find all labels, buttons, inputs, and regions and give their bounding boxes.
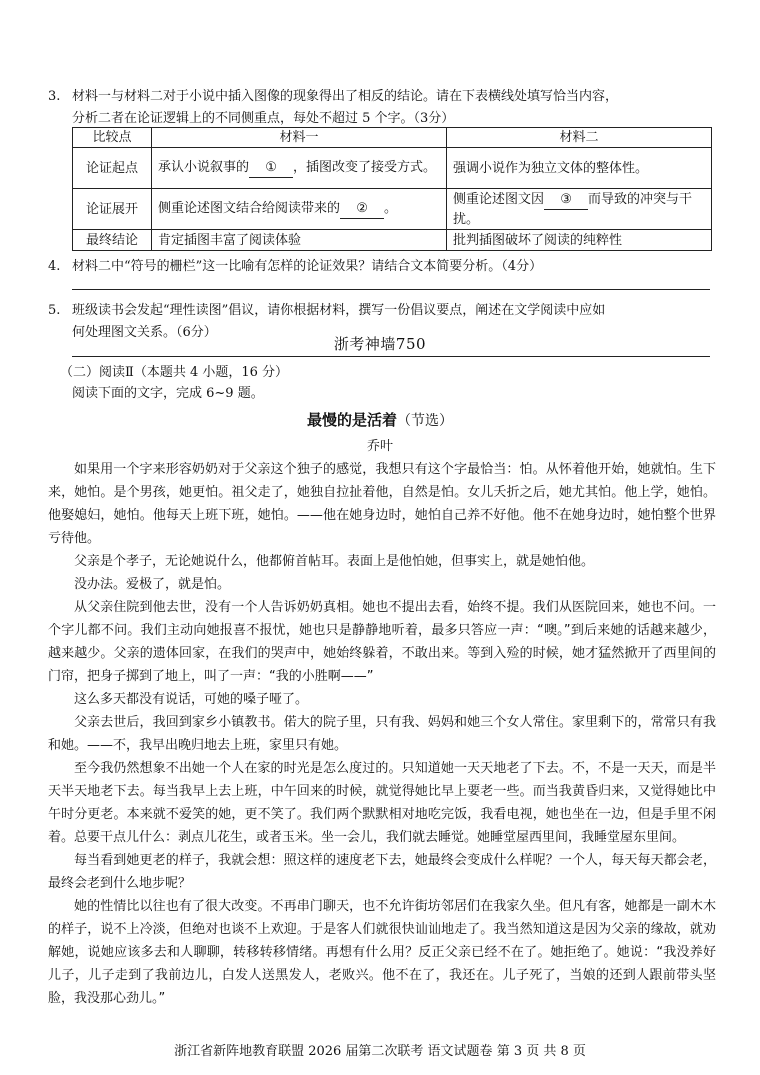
paragraph: 父亲去世后，我回到家乡小镇教书。偌大的院子里，只有我、妈妈和她三个女人常住。家里剩下的，常常只有我和她。——不，我早出晚归地去上班，家里只有她。 (48, 715, 716, 753)
table-header-row (73, 128, 712, 148)
material2-cell (447, 148, 712, 189)
cell-text: 承认小说叙事的 (158, 160, 250, 175)
row-label: 论证起点 (73, 148, 152, 189)
column-header: 材料二 (447, 128, 712, 148)
row-label: 论证展开 (73, 189, 152, 230)
question-number: 3. (48, 89, 61, 104)
material2-cell: 批判插图破坏了阅读的纯粹性 (447, 230, 712, 251)
cell-text: 。 (384, 201, 398, 216)
article-title (0, 409, 760, 430)
cell-text: 而导致的冲突与干扰。 (453, 191, 693, 227)
cell-text: 侧重论述图文因 (453, 191, 545, 207)
answer-line[interactable] (72, 289, 710, 290)
section-instruction: 阅读下面的文字，完成 6~9 题。 (72, 386, 264, 401)
row-label: 最终结论 (73, 230, 152, 251)
column-header: 材料一 (152, 128, 447, 148)
cell-text: 侧重论述图文结合给阅读带来的 (158, 201, 341, 216)
comparison-table (72, 127, 712, 251)
paragraph: 如果用一个字来形容奶奶对于父亲这个独子的感觉，我想只有这个字最恰当：怕。从怀着他开始，她就怕。生下来，她怕。是个男孩，她更怕。祖父走了，她独自拉扯着他，自然是怕。女儿夭折之后，她尤其怕。他上学，她怕。他娶媳妇，她怕。他每天上班下班，她怕。——他在她身边时，她怕自己养不好他。他不在她身边时，她怕整个世界亏待他。 (48, 462, 716, 546)
question-text: 材料一与材料二对于小说中插入图像的现象得出了相反的结论。请在下表横线处填写恰当内容， (72, 89, 619, 104)
section-heading: （二）阅读Ⅱ（本题共 4 小题，16 分） (60, 365, 289, 380)
cell-text: 强调小说作为独立文体的整体性。 (453, 160, 649, 176)
question-3 (48, 86, 716, 130)
answer-blank[interactable]: ① (249, 158, 293, 178)
question-text: 材料二中“符号的栅栏”这一比喻有怎样的论证效果？请结合文本简要分析。（4分） (72, 259, 543, 274)
table-row (73, 189, 712, 230)
article-body (48, 458, 716, 1010)
question-text: 分析二者在论证逻辑上的不同侧重点，每处不超过 5 个字。（3分） (72, 111, 455, 126)
material2-cell (447, 189, 712, 230)
question-number: 5. (48, 303, 61, 318)
material1-cell: 肯定插图丰富了阅读体验 (152, 230, 447, 251)
column-header: 比较点 (73, 128, 152, 148)
paragraph: 从父亲住院到他去世，没有一个人告诉奶奶真相。她也不提出去看，始终不提。我们从医院回来，她也不问。一个字儿都不问。我们主动向她报喜不报忧，她也只是静静地听着，最多只答应一声：“噢。”到后来她的话越来越少，越来越少。父亲的遗体回家，在我们的哭声中，她始终躲着，不敢出来。等到入殓的时候，她才猛然掀开了西里间的门帘，把身子掷到了地上，叫了一声：“我的小胜啊——” (48, 600, 716, 684)
paragraph: 她的性情比以往也有了很大改变。不再串门聊天，也不允许街坊邻居们在我家久坐。但凡有客，她都是一副木木的样子，说不上冷淡，但绝对也谈不上欢迎。于是客人们就很快讪讪地走了。我当然知道这是因为父亲的缘故，就劝解她，说她应该多去和人聊聊，转移转移情绪。再想有什么用？反正父亲已经不在了。她拒绝了。她说：“我没养好儿子，儿子走到了我前边儿，白发人送黑发人，老败兴。他不在了，我还在。儿子死了，当娘的还到人跟前带头坚脸，我没那心劲儿。” (48, 899, 716, 1006)
article-author: 乔叶 (366, 439, 393, 454)
table-row (73, 148, 712, 189)
page-footer: 浙江省新阵地教育联盟 2026 届第二次联考 语文试题卷 第 3 页 共 8 页 (174, 1044, 586, 1059)
answer-line[interactable] (72, 356, 710, 357)
article-title-note: （节选） (397, 413, 453, 429)
paragraph: 至今我仍然想象不出她一个人在家的时光是怎么度过的。只知道她一天天地老了下去。不，不是一天天，而是半天半天地老下去。每当我早上去上班，中午回来的时候，就觉得她比早上要老一些。而当我黄昏归来，又觉得她比中午时分更老。本来就不爱笑的她，更不笑了。我们两个默默相对地吃完饭，我看电视，她也坐在一边，但是手里不闲着。总要干点儿什么：剥点儿花生，或者玉米。坐一会儿，我们就去睡觉。她睡堂屋西里间，我睡堂屋东里间。 (48, 761, 716, 845)
paragraph: 父亲是个孝子，无论她说什么，他都俯首帖耳。表面上是他怕她，但事实上，就是她怕他。 (74, 554, 595, 569)
paragraph: 没办法。爱极了，就是怕。 (74, 577, 231, 592)
question-number: 4. (48, 259, 61, 274)
watermark-text: 浙考神墙750 (333, 335, 427, 353)
question-text: 班级读书会发起“理性读图”倡议，请你根据材料，撰写一份倡议要点，阐述在文学阅读中应如 (72, 303, 606, 318)
table-row (73, 230, 712, 251)
article-title-text: 最慢的是活着 (306, 411, 397, 429)
question-4 (48, 256, 716, 278)
material1-cell (152, 189, 447, 230)
answer-blank[interactable]: ② (340, 199, 384, 219)
paragraph: 这么多天都没有说话，可她的嗓子哑了。 (74, 692, 309, 707)
cell-text: ，插图改变了接受方式。 (293, 160, 437, 175)
material1-cell (152, 148, 447, 189)
paragraph: 每当看到她更老的样子，我就会想：照这样的速度老下去，她最终会变成什么样呢？一个人，每天每天都会老，最终会老到什么地步呢？ (48, 853, 716, 891)
question-text: 何处理图文关系。（6分） (72, 325, 217, 340)
answer-blank[interactable]: ③ (544, 190, 588, 210)
